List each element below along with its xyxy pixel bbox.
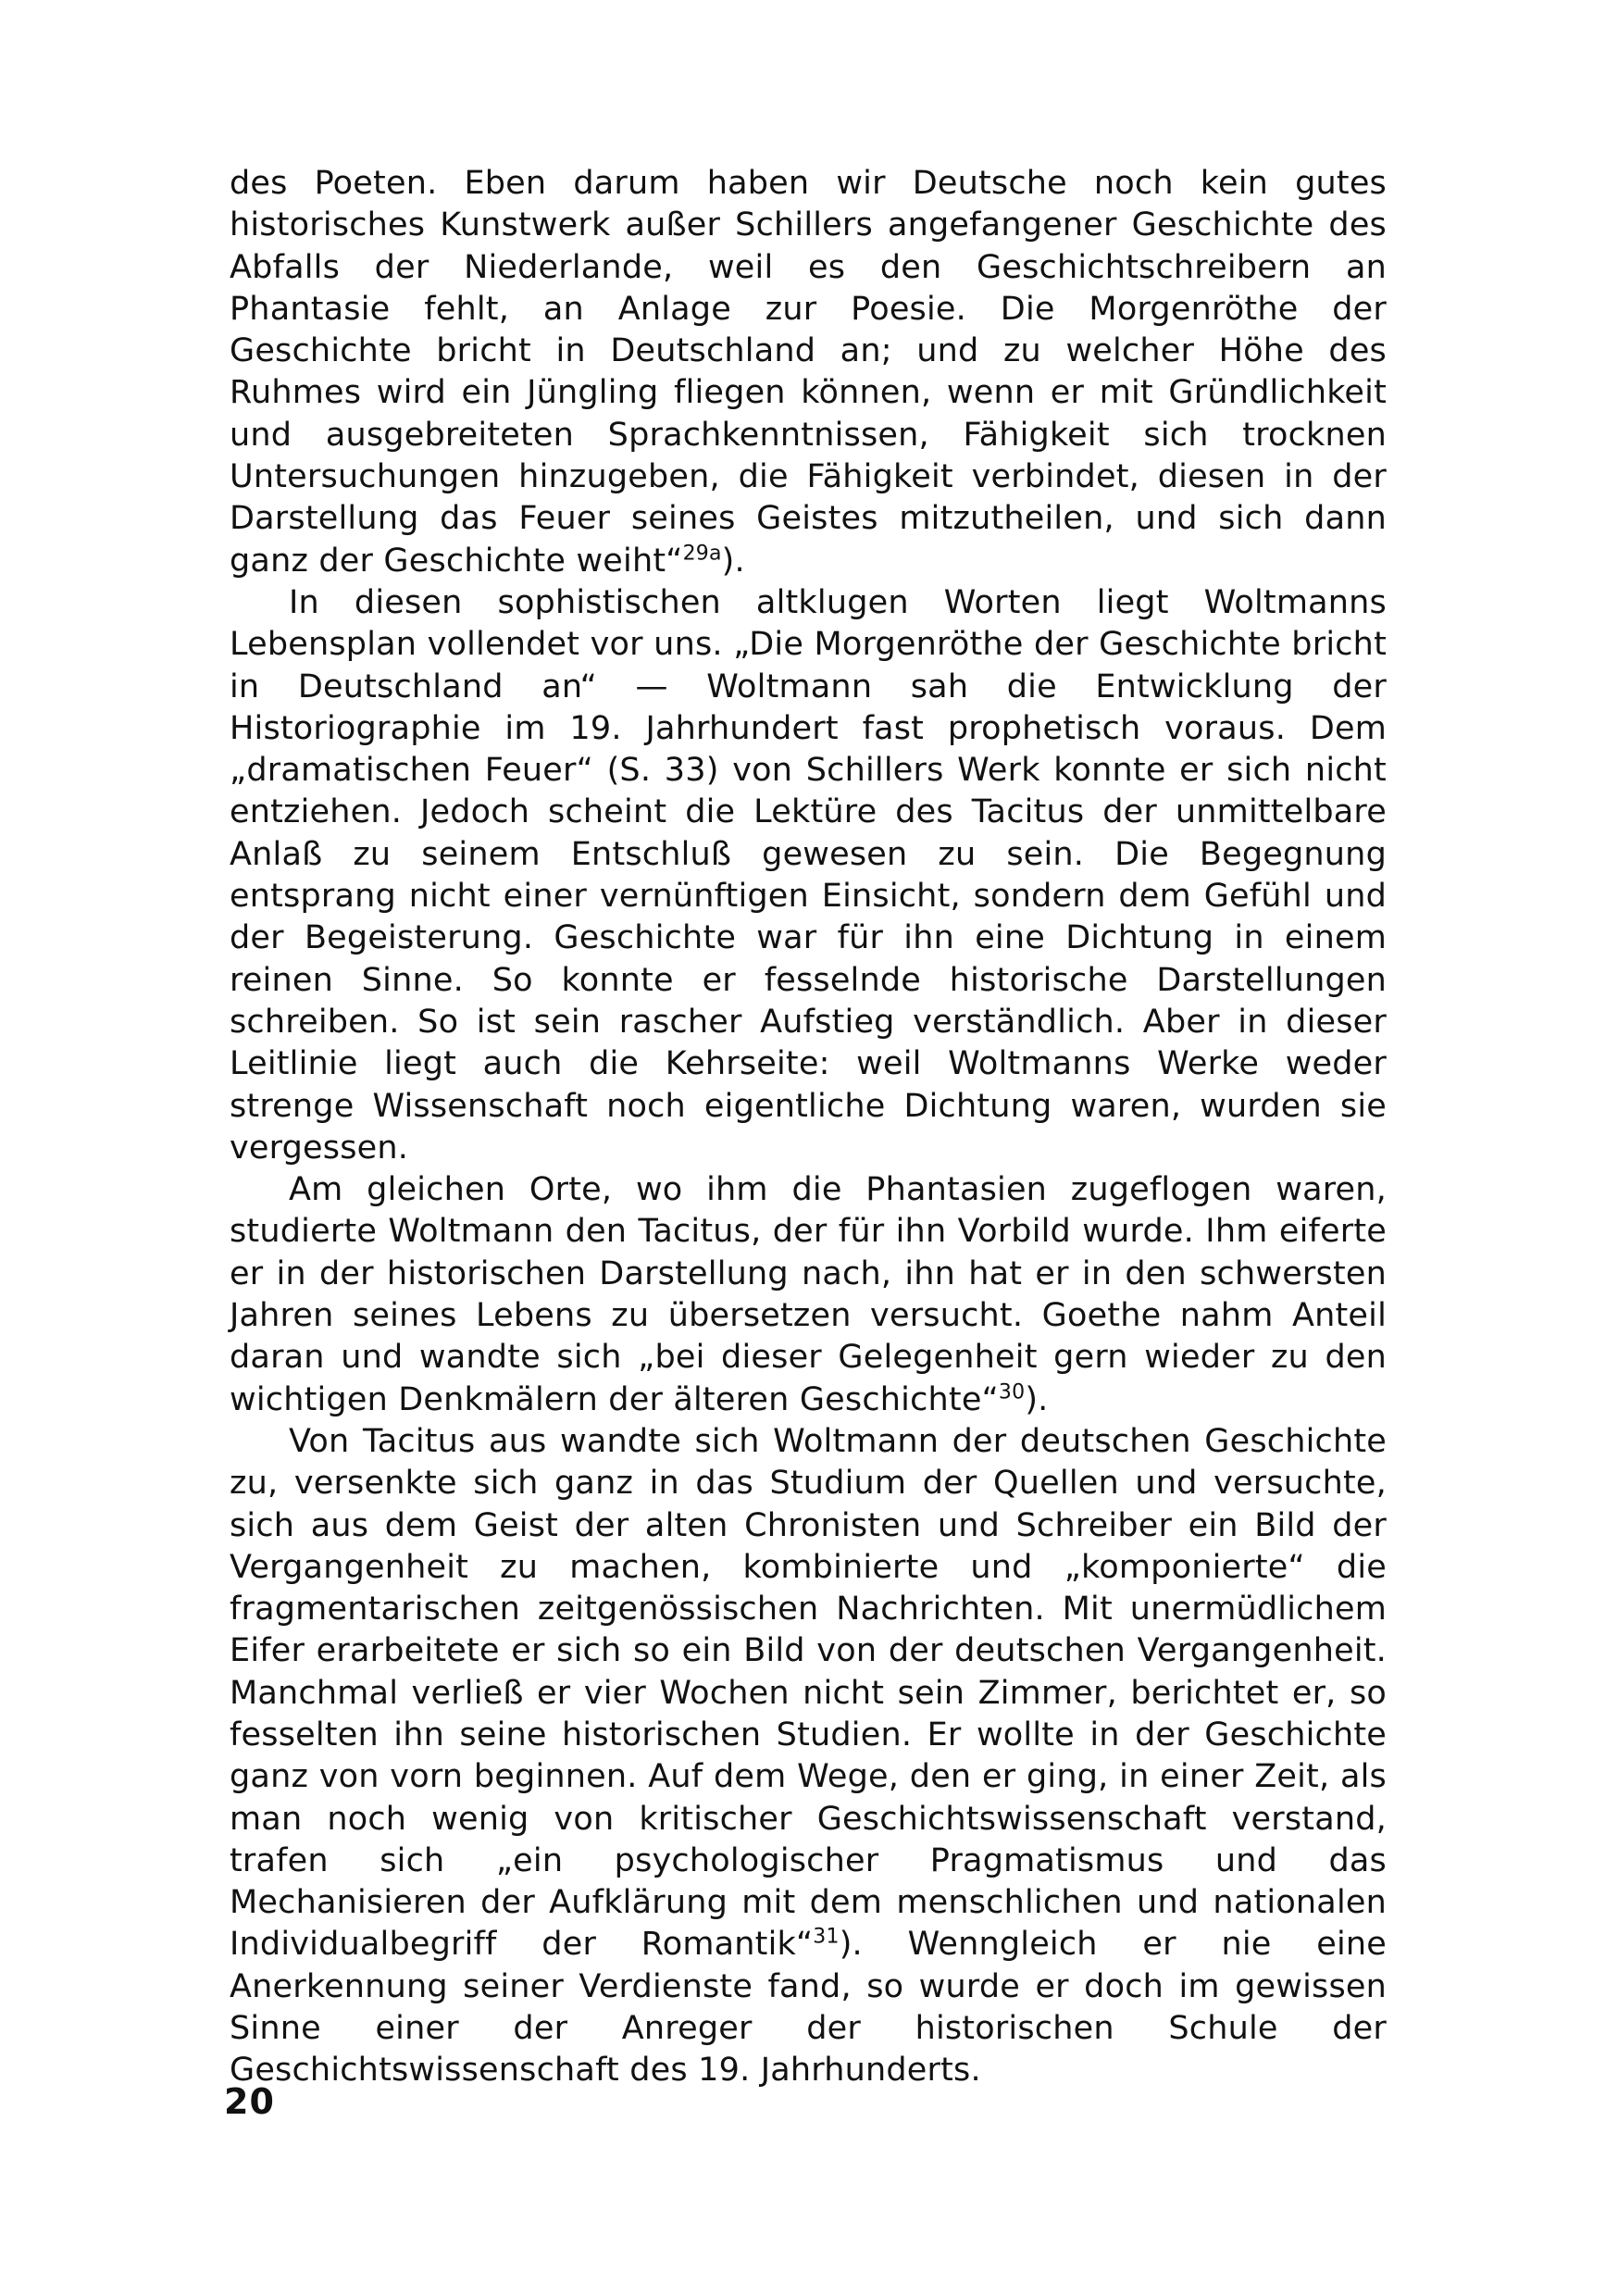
paragraph-1-tail: ). bbox=[721, 542, 745, 580]
paragraph-4 bbox=[230, 1421, 1387, 2092]
footnote-marker-29a: 29a bbox=[682, 542, 722, 566]
paragraph-3-tail: ). bbox=[1025, 1380, 1049, 1418]
paragraph-3-text: Am gleichen Orte, wo ihm die Phantasien zugeflogen waren, studierte Woltmann den Tacitus, der für ihn Vorbild wurde. Ihm eiferte er in der historischen Darstellung nach, ihn hat er in den schwersten Jahren seines Lebens zu übersetzen versucht. Goethe nahm Anteil daran und wandte sich „bei dieser Gelegenheit gern wieder zu den wichtigen Denkmälern der älteren Geschichte“ bbox=[230, 1171, 1387, 1418]
page-number: 20 bbox=[224, 2081, 275, 2122]
footnote-marker-30: 30 bbox=[998, 1379, 1026, 1404]
paragraph-2 bbox=[230, 582, 1387, 1169]
footnote-marker-31: 31 bbox=[813, 1925, 840, 1949]
paragraph-1-text: des Poeten. Eben darum haben wir Deutsche noch kein gutes historisches Kunstwerk außer Schillers angefangener Geschichte des Abfalls der Niederlande, weil es den Geschichtschreibern an Phantasie fehlt, an Anlage zur Poesie. Die Morgenröthe der Geschichte bricht in Deutschland an; und zu welcher Höhe des Ruhmes wird ein Jüngling fliegen können, wenn er mit Gründlichkeit und ausgebreiteten Sprachkenntnissen, Fähigkeit sich trocknen Untersuchungen hinzugeben, die Fähigkeit verbindet, diesen in der Darstellung das Feuer seines Geistes mitzutheilen, und sich dann ganz der Geschichte weiht“ bbox=[230, 165, 1387, 580]
paragraph-1 bbox=[230, 163, 1387, 582]
paragraph-2-text: In diesen sophistischen altklugen Worten liegt Woltmanns Lebensplan vollendet vor uns. „Die Morgenröthe der Geschichte bricht in Deutschland an“ — Woltmann sah die Entwicklung der Historiographie im 19. Jahrhundert fast prophetisch voraus. Dem „dramatischen Feuer“ (S. 33) von Schillers Werk konnte er sich nicht entziehen. Jedoch scheint die Lektüre des Tacitus der unmittelbare Anlaß zu seinem Entschluß gewesen zu sein. Die Begegnung entsprang nicht einer vernünftigen Einsicht, sondern dem Gefühl und der Begeisterung. Geschichte war für ihn eine Dichtung in einem reinen Sinne. So konnte er fesselnde historische Darstellungen schreiben. So ist sein rascher Aufstieg verständlich. Aber in dieser Leitlinie liegt auch die Kehrseite: weil Woltmanns Werke weder strenge Wissenschaft noch eigentliche Dichtung waren, wurden sie vergessen. bbox=[230, 583, 1387, 1167]
body-text bbox=[230, 163, 1387, 2092]
paragraph-3 bbox=[230, 1169, 1387, 1421]
paragraph-4-text: Von Tacitus aus wandte sich Woltmann der deutschen Geschichte zu, versenkte sich ganz in das Studium der Quellen und versuchte, sich aus dem Geist der alten Chronisten und Schreiber ein Bild der Vergangenheit zu machen, kombinierte und „komponierte“ die fragmentarischen zeitgenössischen Nachrichten. Mit unermüdlichem Eifer erarbeitete er sich so ein Bild von der deutschen Vergangenheit. Manchmal verließ er vier Wochen nicht sein Zimmer, berichtet er, so fesselten ihn seine historischen Studien. Er wollte in der Geschichte ganz von vorn beginnen. Auf dem Wege, den er ging, in einer Zeit, als man noch wenig von kritischer Geschichtswissenschaft verstand, trafen sich „ein psychologischer Pragmatismus und das Mechanisieren der Aufklärung mit dem menschlichen und nationalen Individualbegriff der Romantik“ bbox=[230, 1422, 1387, 1964]
paragraph-4-tail: ). Wenngleich er nie eine Anerkennung seiner Verdienste fand, so wurde er doch im gewissen Sinne einer der Anreger der historischen Schule der Geschichtswissenschaft des 19. Jahrhunderts. bbox=[230, 1926, 1387, 2090]
